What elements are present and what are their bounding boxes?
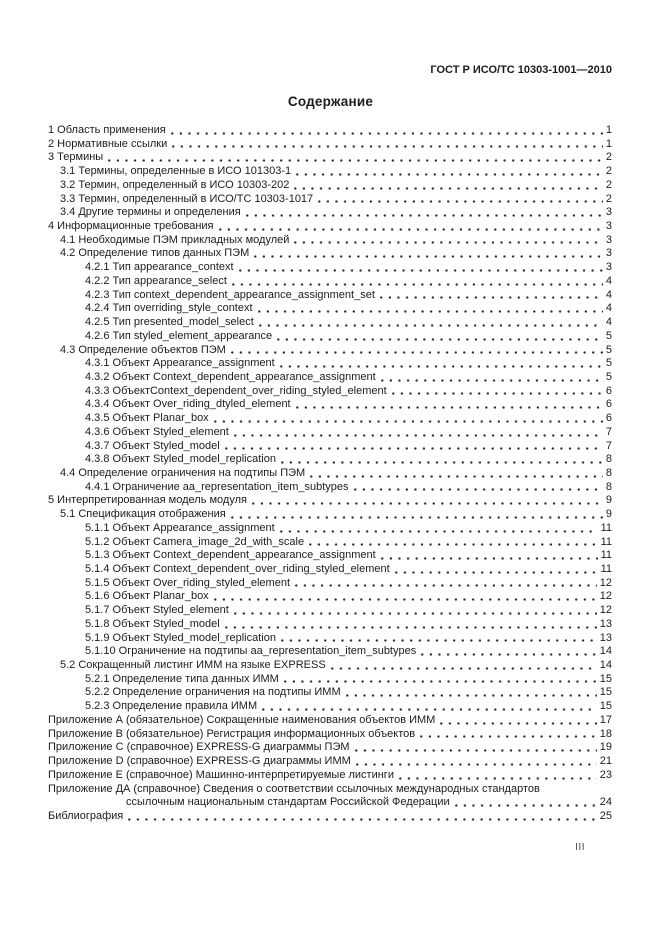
toc-entry-page: 9 — [605, 508, 612, 521]
toc-entry — [48, 234, 612, 248]
toc-entry-page: 23 — [599, 768, 612, 781]
toc-entry-page: 8 — [605, 480, 612, 493]
toc-entry — [48, 440, 612, 454]
toc-entry-text: 4.2.2 Тип appearance_select — [85, 274, 227, 287]
toc-entry — [48, 700, 612, 714]
toc-dot-leader — [354, 741, 600, 755]
toc-entry-text: Приложение В (обязательное) Регистрация информационных объектов — [48, 727, 416, 740]
toc-entry — [48, 220, 612, 234]
toc-dot-leader — [279, 357, 606, 371]
toc-dot-leader — [379, 289, 606, 303]
toc-entry-text: 5.1.9 Объект Styled_model_replication — [85, 631, 276, 644]
toc-entry-text: Приложение А (обязательное) Сокращенные наименования объектов ИММ — [48, 713, 436, 726]
toc-entry — [48, 728, 612, 742]
toc-dot-leader — [317, 193, 606, 207]
toc-dot-leader — [309, 467, 606, 481]
toc-dot-leader — [283, 673, 600, 687]
toc-dot-leader — [295, 398, 606, 412]
toc-entry-text: 4.3.7 Объект Styled_model — [85, 439, 220, 452]
toc-dot-leader — [231, 275, 606, 289]
toc-dot-leader — [218, 220, 606, 234]
toc-entry — [48, 289, 612, 303]
toc-entry — [48, 604, 612, 618]
toc-entry-text: 5 Интерпретированная модель модуля — [48, 494, 247, 507]
toc-entry-text: 4.2.3 Тип context_dependent_appearance_assignment_set — [85, 288, 375, 301]
toc-entry-page: 8 — [605, 453, 612, 466]
toc-dot-leader — [308, 536, 601, 550]
toc-entry-page: 7 — [605, 425, 612, 438]
toc-entry-page: 15 — [599, 700, 612, 713]
toc-entry-page: 6 — [605, 412, 612, 425]
toc-entry-text: 2 Нормативные ссылки — [48, 137, 168, 150]
toc-entry — [48, 714, 612, 728]
toc-entry-page: 3 — [605, 206, 612, 219]
toc-entry — [48, 796, 612, 810]
toc-dot-leader — [253, 247, 606, 261]
toc-entry-page: 13 — [599, 631, 612, 644]
toc-entry-page: 7 — [605, 439, 612, 452]
toc-entry — [48, 316, 612, 330]
toc-entry-page: 13 — [599, 617, 612, 630]
toc-dot-leader — [391, 385, 606, 399]
toc-entry-page: 2 — [605, 178, 612, 191]
toc-entry-page: 12 — [599, 590, 612, 603]
toc-entry-page: 4 — [605, 316, 612, 329]
toc-entry-text: 5.1.1 Объект Appearance_assignment — [85, 521, 275, 534]
toc-dot-leader — [257, 302, 606, 316]
toc-entry — [48, 165, 612, 179]
toc-dot-leader — [293, 234, 605, 248]
toc-entry-text: Приложение С (справочное) EXPRESS-G диаграммы ПЭМ — [48, 741, 350, 754]
toc-entry-page: 2 — [605, 165, 612, 178]
toc-entry — [48, 426, 612, 440]
toc-entry-text: 5.2.3 Определение правила ИММ — [85, 700, 258, 713]
toc-entry — [48, 453, 612, 467]
toc-entry-text: Приложение Е (справочное) Машинно-интерпретируемые листинги — [48, 768, 394, 781]
toc-entry — [48, 494, 612, 508]
toc-entry-page: 4 — [605, 274, 612, 287]
toc-entry — [48, 398, 612, 412]
toc-dot-leader — [279, 522, 601, 536]
toc-entry — [48, 508, 612, 522]
toc-entry-page: 9 — [605, 494, 612, 507]
toc-entry-text: 5.2.2 Определение ограничения на подтипы ИММ — [85, 686, 341, 699]
toc-entry-page: 14 — [599, 659, 612, 672]
toc-entry-text: 4.3.6 Объект Styled_element — [85, 425, 229, 438]
toc-dot-leader — [380, 549, 601, 563]
toc-entry-page: 24 — [599, 796, 612, 809]
toc-entry — [48, 645, 612, 659]
toc-entry-text: 5.1.8 Объект Styled_model — [85, 617, 220, 630]
toc-entry — [48, 179, 612, 193]
toc-entry-page: 14 — [599, 645, 612, 658]
toc-entry — [48, 590, 612, 604]
toc-entry-page: 11 — [600, 521, 612, 534]
toc-dot-leader — [230, 508, 606, 522]
toc-entry — [48, 371, 612, 385]
toc-entry — [48, 522, 612, 536]
toc-entry-page: 1 — [605, 124, 612, 136]
toc-entry-text: 5.1.10 Ограничение на подтипы aa_representation_item_subtypes — [85, 645, 417, 658]
toc-entry-page: 5 — [605, 343, 612, 356]
toc-dot-leader — [355, 755, 600, 769]
toc-entry-page: 15 — [599, 686, 612, 699]
toc-entry — [48, 330, 612, 344]
toc-dot-leader — [224, 440, 606, 454]
page-title: Содержание — [287, 94, 374, 109]
toc-dot-leader — [127, 810, 600, 824]
toc-dot-leader — [261, 700, 600, 714]
toc-entry — [48, 138, 612, 152]
toc-entry — [48, 206, 612, 220]
toc-list — [48, 124, 612, 824]
toc-entry-text: 5.1.5 Объект Over_riding_styled_element — [85, 576, 290, 589]
toc-entry-text: 4.3.3 ОбъектContext_dependent_over_riding_styled_element — [85, 384, 387, 397]
toc-entry — [48, 385, 612, 399]
toc-dot-leader — [295, 165, 606, 179]
toc-entry-text: 3 Термины — [48, 151, 104, 164]
toc-entry-text: 3.2 Термин, определенный в ИСО 10303-202 — [60, 178, 290, 191]
toc-entry-page: 6 — [605, 384, 612, 397]
toc-dot-leader — [213, 590, 600, 604]
toc-entry-page: 8 — [605, 466, 612, 479]
toc-dot-leader — [224, 618, 600, 632]
toc-entry — [48, 344, 612, 358]
toc-dot-leader — [276, 330, 606, 344]
toc-entry — [48, 467, 612, 481]
toc-entry-text: 4.2.5 Тип presented_model_select — [85, 316, 254, 329]
toc-entry-text: 5.1.6 Объект Planar_box — [85, 590, 209, 603]
toc-entry-text: 5.1.3 Объект Context_dependent_appearance_assignment — [85, 549, 376, 562]
toc-entry — [48, 124, 612, 138]
toc-entry-page: 2 — [605, 192, 612, 205]
toc-entry-text: 4.2.6 Тип styled_element_appearance — [85, 329, 273, 342]
toc-dot-leader — [107, 151, 606, 165]
toc-entry-text: ссылочным национальным стандартам Российской Федерации — [126, 796, 450, 809]
toc-entry-text: 3.3 Термин, определенный в ИСО/ТС 10303-1017 — [60, 192, 314, 205]
toc-entry-text: Библиография — [48, 809, 124, 822]
toc-dot-leader — [330, 659, 600, 673]
toc-entry — [48, 810, 612, 824]
toc-entry — [48, 536, 612, 550]
toc-entry-text: 5.1.4 Объект Context_dependent_over_riding_styled_element — [85, 563, 390, 575]
toc-entry-text: 4.3 Определение объектов ПЭМ — [60, 343, 226, 356]
toc-entry — [48, 632, 612, 646]
toc-dot-leader — [230, 344, 606, 358]
toc-entry — [48, 755, 612, 769]
toc-entry-text: 4.2.4 Тип overriding_style_context — [85, 302, 253, 315]
toc-entry-page: 3 — [605, 233, 612, 246]
toc-dot-leader — [439, 714, 599, 728]
toc-dot-leader — [293, 179, 606, 193]
toc-dot-leader — [170, 124, 606, 138]
toc-entry — [48, 275, 612, 289]
toc-dot-leader — [233, 604, 600, 618]
toc-entry-text: 4.3.5 Объект Planar_box — [85, 412, 209, 425]
toc-entry-text: 4.4.1 Ограничение aa_representation_item_subtypes — [85, 480, 349, 493]
toc-entry-page: 11 — [600, 535, 612, 548]
toc-entry-page: 17 — [599, 713, 612, 726]
toc-entry — [48, 769, 612, 783]
toc-entry-page: 12 — [599, 576, 612, 589]
toc-dot-leader — [213, 412, 606, 426]
toc-entry — [48, 741, 612, 755]
toc-entry-text: 4.3.1 Объект Appearance_assignment — [85, 357, 275, 370]
toc-entry-page: 1 — [605, 137, 612, 150]
toc-entry-text: 4.1 Необходимые ПЭМ прикладных модулей — [60, 233, 290, 246]
toc-dot-leader — [280, 632, 600, 646]
toc-entry-page: 5 — [605, 357, 612, 370]
toc-entry-page: 11 — [600, 563, 612, 575]
toc-entry-text: 4.2 Определение типов данных ПЭМ — [60, 247, 250, 260]
toc-dot-leader — [353, 481, 606, 495]
toc-entry — [48, 686, 612, 700]
toc-entry-page: 4 — [605, 288, 612, 301]
toc-entry-page: 6 — [605, 398, 612, 411]
toc-dot-leader — [420, 645, 600, 659]
toc-entry-text: 4.3.4 Объект Over_riding_dtyled_element — [85, 398, 291, 411]
toc-entry — [48, 247, 612, 261]
toc-entry-text: 5.2 Сокращенный листинг ИММ на языке EXPRESS — [60, 659, 326, 672]
toc-dot-leader — [345, 686, 600, 700]
toc-entry-text: Приложение ДА (справочное) Сведения о соответствии ссылочных международных стандартов — [48, 782, 540, 795]
toc-entry-text: 4 Информационные требования — [48, 220, 214, 233]
toc-entry — [48, 151, 612, 165]
toc-entry-text: 3.4 Другие термины и определения — [60, 206, 241, 219]
toc-entry-text: 4.4 Определение ограничения на подтипы ПЭМ — [60, 466, 306, 479]
toc-entry-page: 4 — [605, 302, 612, 315]
toc-entry-text: 1 Область применения — [48, 124, 166, 136]
toc-entry-page: 11 — [600, 549, 612, 562]
toc-entry — [48, 577, 612, 591]
toc-dot-leader — [258, 316, 606, 330]
toc-entry-page: 15 — [599, 672, 612, 685]
toc-entry-text: 5.1.2 Объект Camera_image_2d_with_scale — [85, 535, 305, 548]
toc-entry-page: 21 — [599, 755, 612, 768]
toc-entry-text: 4.2.1 Тип appearance_context — [85, 261, 234, 274]
toc-entry — [48, 659, 612, 673]
toc-entry-text: 5.2.1 Определение типа данных ИММ — [85, 672, 279, 685]
toc-entry — [48, 618, 612, 632]
toc-entry-text: 5.1 Спецификация отображения — [60, 508, 226, 521]
toc-entry-page: 3 — [605, 220, 612, 233]
toc-entry-page: 5 — [605, 329, 612, 342]
toc-dot-leader — [394, 563, 601, 577]
toc-dot-leader — [251, 494, 606, 508]
toc-entry-page: 3 — [605, 261, 612, 274]
toc-entry-page: 3 — [605, 247, 612, 260]
toc-entry-text: 4.3.2 Объект Context_dependent_appearance_assignment — [85, 370, 376, 383]
toc-dot-leader — [380, 371, 606, 385]
toc-dot-leader — [280, 453, 606, 467]
toc-dot-leader — [454, 796, 600, 810]
folio-page-number: III — [575, 842, 585, 853]
toc-dot-leader — [245, 206, 606, 220]
toc-entry — [48, 481, 612, 495]
toc-entry-text: 4.3.8 Объект Styled_model_replication — [85, 453, 276, 466]
toc-entry — [48, 673, 612, 687]
toc-entry — [48, 549, 612, 563]
toc-entry-page: 5 — [605, 370, 612, 383]
toc-dot-leader — [398, 769, 600, 783]
toc-entry-page: 12 — [599, 604, 612, 617]
toc-entry-page: 25 — [599, 809, 612, 822]
toc-entry-text: 5.1.7 Объект Styled_element — [85, 604, 229, 617]
toc-dot-leader — [233, 426, 606, 440]
toc-dot-leader — [294, 577, 600, 591]
toc-entry-text: Приложение D (справочное) EXPRESS-G диаграммы ИММ — [48, 755, 351, 768]
standard-number: ГОСТ Р ИСО/ТС 10303-1001—2010 — [430, 64, 612, 76]
toc-entry — [48, 193, 612, 207]
toc-entry — [48, 412, 612, 426]
toc-entry-page: 2 — [605, 151, 612, 164]
toc-entry-text: 3.1 Термины, определенные в ИСО 101303-1 — [60, 165, 292, 178]
toc-entry — [48, 261, 612, 275]
toc-entry — [48, 357, 612, 371]
toc-dot-leader — [171, 138, 606, 152]
toc-entry — [48, 302, 612, 316]
toc-entry — [48, 563, 612, 577]
toc-dot-leader — [419, 728, 600, 742]
toc-dot-leader — [238, 261, 606, 275]
toc-entry-page: 19 — [599, 741, 612, 754]
toc-entry — [48, 783, 612, 797]
toc-entry-page: 18 — [599, 727, 612, 740]
